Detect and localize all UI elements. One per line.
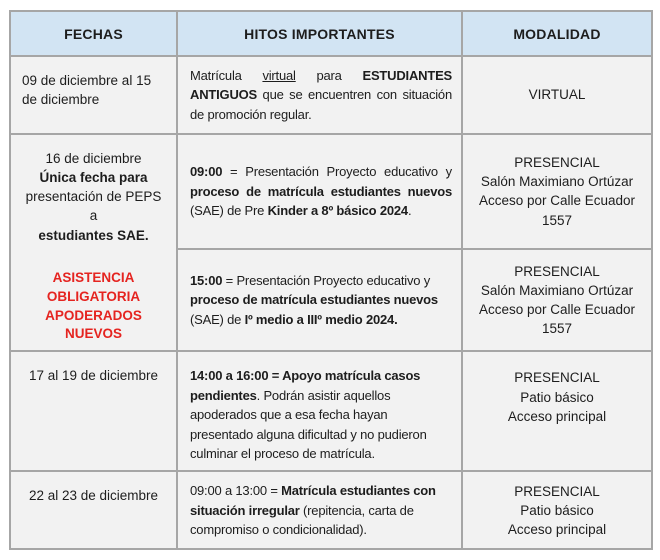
header-cell-fechas: FECHAS (10, 11, 177, 56)
r2-fecha-alert-text: ASISTENCIA OBLIGATORIA APODERADOS NUEVOS (45, 269, 142, 342)
header-cell-hitos: HITOS IMPORTANTES (177, 11, 462, 56)
table-row (10, 351, 652, 471)
cell-r3-hito: 14:00 a 16:00 = Apoyo matrícula casos pendientes. Podrán asistir aquellos apoderados que a esa fecha hayan presentado alguna dificultad y no pudieron culminar el proceso de matrícula. (177, 351, 462, 471)
cell-r3-modalidad: PRESENCIAL Patio básico Acceso principal (462, 351, 652, 471)
cell-r1-fecha: 09 de diciembre al 15 de diciembre (10, 56, 177, 134)
cell-r2b-modalidad: PRESENCIAL Salón Maximiano Ortúzar Acceso por Calle Ecuador 1557 (462, 249, 652, 351)
header-cell-modalidad: MODALIDAD (462, 11, 652, 56)
cell-r1-hito: Matrícula virtual para ESTUDIANTES ANTIGUOS que se encuentren con situación de promoción regular. (177, 56, 462, 134)
cell-r2a-hito: 09:00 = Presentación Proyecto educativo y proceso de matrícula estudiantes nuevos (SAE) de Pre Kinder a 8º básico 2024. (177, 134, 462, 249)
cell-r1-modalidad: VIRTUAL (462, 56, 652, 134)
cell-r2a-modalidad: PRESENCIAL Salón Maximiano Ortúzar Acceso por Calle Ecuador 1557 (462, 134, 652, 249)
cell-r4-modalidad: PRESENCIAL Patio básico Acceso principal (462, 471, 652, 549)
header-row (10, 11, 652, 56)
table-row (10, 471, 652, 549)
r2-fecha-dates: 16 de diciembre Única fecha para presentación de PEPS a estudiantes SAE. (25, 151, 162, 243)
table-row (10, 56, 652, 134)
cell-r2b-hito: 15:00 = Presentación Proyecto educativo y proceso de matrícula estudiantes nuevos (SAE) de Iº medio a IIIº medio 2024. (177, 249, 462, 351)
cell-r4-fecha: 22 al 23 de diciembre (10, 471, 177, 549)
cell-r3-fecha: 17 al 19 de diciembre (10, 351, 177, 471)
table-row (10, 134, 652, 249)
cell-r2-fecha (10, 134, 177, 351)
enrollment-schedule-table (9, 10, 653, 550)
cell-r4-hito: 09:00 a 13:00 = Matrícula estudiantes con situación irregular (repitencia, carta de compromiso o condicionalidad). (177, 471, 462, 549)
